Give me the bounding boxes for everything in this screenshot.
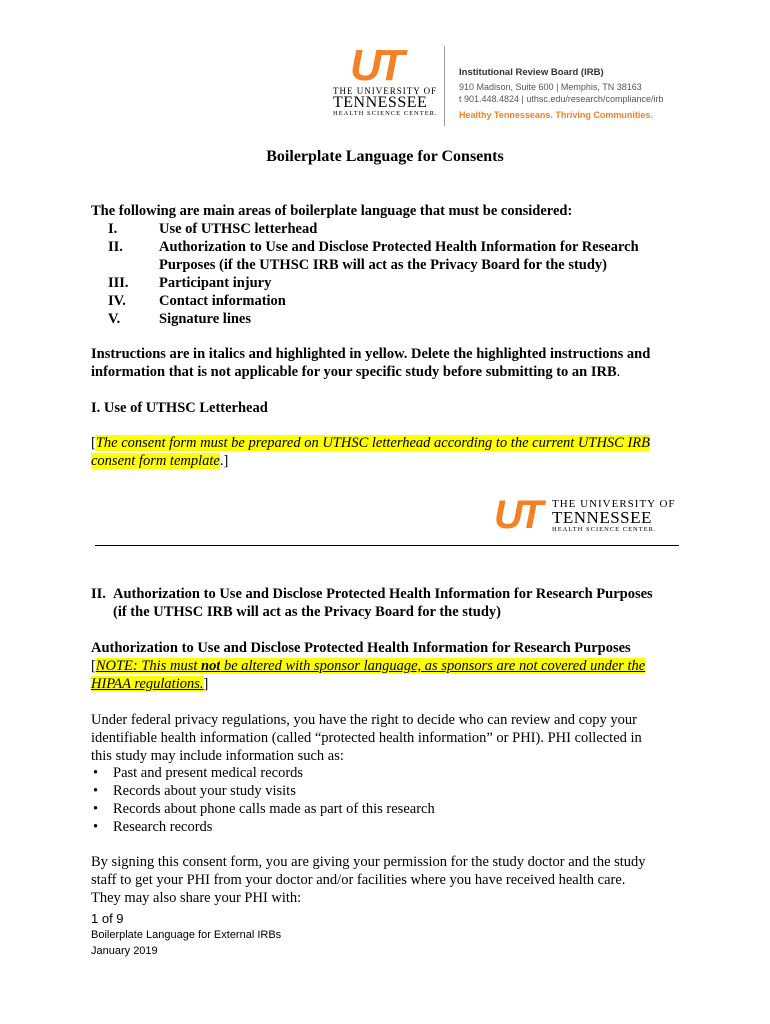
intro-text: The following are main areas of boilerplate language that must be considered: bbox=[91, 203, 573, 219]
section2-note-line2 bbox=[91, 675, 208, 693]
highlighted-emphasis: not bbox=[201, 658, 221, 674]
irb-contact: t 901.448.4824 | uthsc.edu/research/compliance/irb bbox=[459, 94, 664, 104]
university-line2: TENNESSEE bbox=[333, 94, 428, 111]
instructions-line1: Instructions are in italics and highlighted in yellow. Delete the highlighted instructions and bbox=[91, 346, 651, 362]
paragraph: staff to get your PHI from your doctor and/or facilities where you have received health care. bbox=[91, 872, 626, 888]
section2-heading-continued: (if the UTHSC IRB will act as the Privacy Board for the study) bbox=[113, 604, 501, 620]
area-text: Use of UTHSC letterhead bbox=[159, 221, 318, 237]
area-text-continued: Purposes (if the UTHSC IRB will act as the Privacy Board for the study) bbox=[159, 257, 608, 273]
university-line2: TENNESSEE bbox=[552, 508, 652, 527]
university-line3: HEALTH SCIENCE CENTER. bbox=[552, 526, 657, 533]
footer-date: January 2019 bbox=[91, 945, 158, 957]
area-text: Participant injury bbox=[159, 275, 272, 291]
highlighted-instruction: NOTE: This must bbox=[95, 658, 201, 674]
area-text: Authorization to Use and Disclose Protected Health Information for Research bbox=[159, 239, 639, 255]
highlighted-instruction: The consent form must be prepared on UTHSC letterhead according to the current UTHSC IRB bbox=[95, 435, 651, 451]
bracket-open: [ bbox=[91, 658, 96, 674]
area-num: V. bbox=[108, 311, 121, 327]
paragraph: They may also share your PHI with: bbox=[91, 890, 302, 906]
area-text: Contact information bbox=[159, 293, 286, 309]
paragraph: Under federal privacy regulations, you have the right to decide who can review and copy your bbox=[91, 712, 637, 728]
section2-heading: Authorization to Use and Disclose Protected Health Information for Research Purposes bbox=[113, 586, 653, 602]
letterhead-divider bbox=[444, 46, 445, 126]
university-line1: THE UNIVERSITY OF bbox=[333, 86, 438, 96]
instructions-line2-text: information that is not applicable for your specific study before submitting to an IRB bbox=[91, 364, 617, 380]
bracket-close: ] bbox=[203, 676, 209, 692]
area-num: IV. bbox=[108, 293, 126, 309]
bracket-close: .] bbox=[219, 453, 229, 469]
list-item: • Records about your study visits bbox=[91, 782, 435, 800]
paragraph: identifiable health information (called “protected health information” or PHI). PHI collected in bbox=[91, 730, 642, 746]
area-num: I. bbox=[108, 221, 118, 237]
university-line1: THE UNIVERSITY OF bbox=[552, 498, 676, 510]
section2-note bbox=[91, 657, 645, 675]
section1-note bbox=[91, 434, 650, 452]
ut-logo-icon: UT bbox=[350, 41, 401, 90]
university-line3: HEALTH SCIENCE CENTER. bbox=[333, 110, 438, 117]
instructions-line2 bbox=[91, 363, 620, 381]
section2-subheading: Authorization to Use and Disclose Protected Health Information for Research Purposes bbox=[91, 640, 631, 656]
paragraph: this study may include information such as: bbox=[91, 748, 344, 764]
irb-slogan: Healthy Tennesseans. Thriving Communities. bbox=[459, 110, 653, 120]
paragraph: By signing this consent form, you are giving your permission for the study doctor and the study bbox=[91, 854, 646, 870]
section1-note-line2 bbox=[91, 452, 228, 470]
section1-heading: I. Use of UTHSC Letterhead bbox=[91, 400, 268, 416]
irb-title: Institutional Review Board (IRB) bbox=[459, 67, 604, 78]
area-num: III. bbox=[108, 275, 129, 291]
letterhead-rule bbox=[95, 545, 679, 546]
bracket-open: [ bbox=[91, 435, 96, 451]
area-num: II. bbox=[108, 239, 123, 255]
list-item: • Research records bbox=[91, 818, 435, 836]
section2-heading-num: II. bbox=[91, 586, 106, 602]
page-number: 1 of 9 bbox=[91, 911, 124, 926]
highlighted-instruction: be altered with sponsor language, as sponsors are not covered under the bbox=[220, 658, 646, 674]
footer-doc-title: Boilerplate Language for External IRBs bbox=[91, 929, 282, 941]
ut-logo-icon: UT bbox=[494, 493, 540, 537]
highlighted-instruction: consent form template bbox=[91, 453, 220, 469]
irb-address: 910 Madison, Suite 600 | Memphis, TN 38163 bbox=[459, 82, 642, 92]
list-item: • Past and present medical records bbox=[91, 764, 435, 782]
phi-bullet-list bbox=[91, 764, 435, 836]
instructions-period: . bbox=[616, 364, 621, 380]
list-item: • Records about phone calls made as part of this research bbox=[91, 800, 435, 818]
area-text: Signature lines bbox=[159, 311, 251, 327]
page-title: Boilerplate Language for Consents bbox=[266, 148, 504, 165]
highlighted-instruction: HIPAA regulations. bbox=[91, 676, 204, 692]
